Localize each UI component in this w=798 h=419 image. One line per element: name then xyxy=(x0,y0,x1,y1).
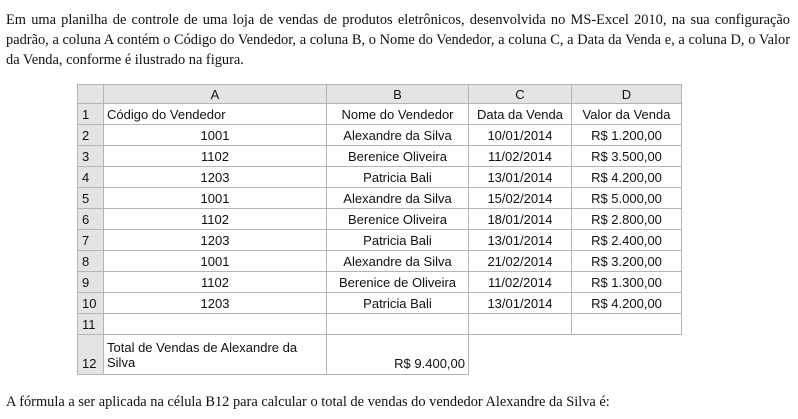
cell-a5[interactable]: 1001 xyxy=(104,188,327,209)
cell-c3[interactable]: 11/02/2014 xyxy=(469,146,572,167)
cell-d3[interactable]: R$ 3.500,00 xyxy=(572,146,682,167)
cell-b8[interactable]: Alexandre da Silva xyxy=(327,251,469,272)
cell-c5[interactable]: 15/02/2014 xyxy=(469,188,572,209)
table-row xyxy=(78,335,682,375)
cell-c1[interactable]: Data da Venda xyxy=(469,104,572,125)
cell-b2[interactable]: Alexandre da Silva xyxy=(327,125,469,146)
cell-d5[interactable]: R$ 5.000,00 xyxy=(572,188,682,209)
column-header-b[interactable]: B xyxy=(327,85,469,104)
row-header[interactable]: 2 xyxy=(78,125,104,146)
table-row xyxy=(78,251,682,272)
column-header-c[interactable]: C xyxy=(469,85,572,104)
cell-b10[interactable]: Patricia Bali xyxy=(327,293,469,314)
cell-a8[interactable]: 1001 xyxy=(104,251,327,272)
cell-d1[interactable]: Valor da Venda xyxy=(572,104,682,125)
cell-d11[interactable] xyxy=(572,314,682,335)
cell-a1[interactable]: Código do Vendedor xyxy=(104,104,327,125)
cell-d7[interactable]: R$ 2.400,00 xyxy=(572,230,682,251)
row-header[interactable]: 4 xyxy=(78,167,104,188)
table-row xyxy=(78,293,682,314)
cell-b7[interactable]: Patricia Bali xyxy=(327,230,469,251)
cell-a3[interactable]: 1102 xyxy=(104,146,327,167)
cell-b11[interactable] xyxy=(327,314,469,335)
row-header[interactable]: 10 xyxy=(78,293,104,314)
table-row xyxy=(78,272,682,293)
row-header[interactable]: 12 xyxy=(78,335,104,375)
cell-d6[interactable]: R$ 2.800,00 xyxy=(572,209,682,230)
column-header-d[interactable]: D xyxy=(572,85,682,104)
cell-c7[interactable]: 13/01/2014 xyxy=(469,230,572,251)
table-row xyxy=(78,146,682,167)
table-row xyxy=(78,125,682,146)
cell-a7[interactable]: 1203 xyxy=(104,230,327,251)
cell-a4[interactable]: 1203 xyxy=(104,167,327,188)
cell-a12[interactable]: Total de Vendas de Alexandre da Silva xyxy=(104,335,327,375)
table-row xyxy=(78,314,682,335)
cell-b5[interactable]: Alexandre da Silva xyxy=(327,188,469,209)
row-header[interactable]: 8 xyxy=(78,251,104,272)
cell-a6[interactable]: 1102 xyxy=(104,209,327,230)
cell-a2[interactable]: 1001 xyxy=(104,125,327,146)
cell-c8[interactable]: 21/02/2014 xyxy=(469,251,572,272)
cell-b4[interactable]: Patricia Bali xyxy=(327,167,469,188)
table-row xyxy=(78,230,682,251)
cell-c4[interactable]: 13/01/2014 xyxy=(469,167,572,188)
cell-d10[interactable]: R$ 4.200,00 xyxy=(572,293,682,314)
cell-b6[interactable]: Berenice Oliveira xyxy=(327,209,469,230)
intro-paragraph: Em uma planilha de controle de uma loja de vendas de produtos eletrônicos, desenvolvida no MS-Excel 2010, na sua configuração padrão, a coluna A contém o Código do Vendedor, a coluna B, o Nome do Vendedor, a coluna C, a Data da Venda e, a coluna D, o Valor da Venda, conforme é ilustrado na figura. xyxy=(6,12,790,68)
row-header[interactable]: 1 xyxy=(78,104,104,125)
cell-c11[interactable] xyxy=(469,314,572,335)
cell-d2[interactable]: R$ 1.200,00 xyxy=(572,125,682,146)
cell-a11[interactable] xyxy=(104,314,327,335)
table-row xyxy=(78,104,682,125)
cell-d12[interactable] xyxy=(572,335,682,375)
select-all-corner[interactable] xyxy=(78,85,104,104)
row-header[interactable]: 7 xyxy=(78,230,104,251)
cell-d4[interactable]: R$ 4.200,00 xyxy=(572,167,682,188)
row-header[interactable]: 9 xyxy=(78,272,104,293)
cell-b9[interactable]: Berenice de Oliveira xyxy=(327,272,469,293)
cell-c9[interactable]: 11/02/2014 xyxy=(469,272,572,293)
cell-b12[interactable]: R$ 9.400,00 xyxy=(327,335,469,375)
table-row xyxy=(78,167,682,188)
table-row xyxy=(78,209,682,230)
column-header-a[interactable]: A xyxy=(104,85,327,104)
cell-a9[interactable]: 1102 xyxy=(104,272,327,293)
row-header[interactable]: 3 xyxy=(78,146,104,167)
cell-c2[interactable]: 10/01/2014 xyxy=(469,125,572,146)
row-header[interactable]: 5 xyxy=(78,188,104,209)
row-header[interactable]: 11 xyxy=(78,314,104,335)
table-row xyxy=(78,188,682,209)
cell-b3[interactable]: Berenice Oliveira xyxy=(327,146,469,167)
cell-a10[interactable]: 1203 xyxy=(104,293,327,314)
row-header[interactable]: 6 xyxy=(78,209,104,230)
cell-c10[interactable]: 13/01/2014 xyxy=(469,293,572,314)
spreadsheet xyxy=(77,84,682,375)
cell-c12[interactable] xyxy=(469,335,572,375)
cell-c6[interactable]: 18/01/2014 xyxy=(469,209,572,230)
cell-b1[interactable]: Nome do Vendedor xyxy=(327,104,469,125)
question-paragraph: A fórmula a ser aplicada na célula B12 para calcular o total de vendas do vendedor Alexandre da Silva é: xyxy=(6,394,610,410)
cell-d8[interactable]: R$ 3.200,00 xyxy=(572,251,682,272)
cell-d9[interactable]: R$ 1.300,00 xyxy=(572,272,682,293)
